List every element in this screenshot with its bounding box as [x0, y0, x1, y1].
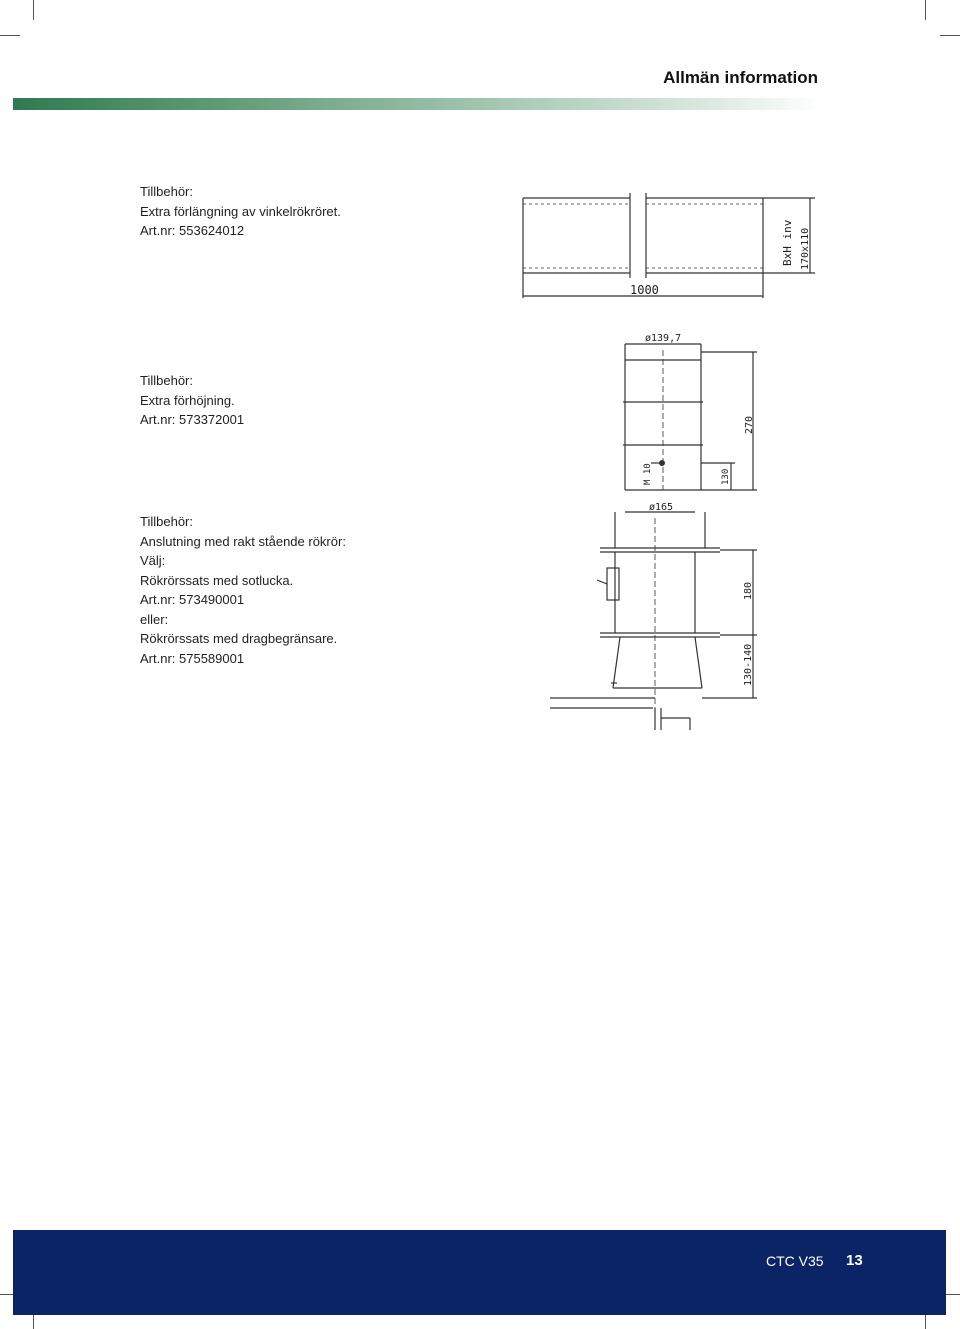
riser-diameter-label: ø139,7 [645, 333, 682, 344]
extension-drawing [515, 188, 825, 303]
length-label: 1000 [630, 283, 659, 297]
stack-diameter-label: ø165 [649, 502, 674, 513]
article-number: Art.nr: 573490001 [140, 592, 245, 607]
size-label: 170x110 [800, 227, 811, 270]
accessory-riser-text [140, 371, 244, 430]
riser-h2-label: 130 [721, 468, 731, 485]
crop-mark [33, 0, 34, 20]
stack-height-label: 180 [743, 581, 754, 600]
riser-m-label: M 10 [643, 463, 653, 485]
accessory-stack-text [140, 512, 346, 668]
crop-mark [0, 35, 20, 36]
option-one: Rökrörssats med sotlucka. [140, 572, 294, 588]
article-number: Art.nr: 573372001 [140, 412, 245, 427]
section-choose: Välj: [140, 553, 166, 568]
riser-height-label: 270 [744, 415, 755, 434]
section-description: Anslutning med rakt stående rökrör: [140, 533, 346, 549]
section-heading: Tillbehör: [140, 184, 193, 199]
accessory-extension-text [140, 182, 341, 241]
stack-range-label: 130-140 [743, 643, 754, 686]
article-number: Art.nr: 553624012 [140, 223, 245, 238]
article-number: Art.nr: 575589001 [140, 650, 245, 666]
stack-drawing [545, 498, 760, 733]
page-title: Allmän information [663, 68, 818, 87]
option-two: Rökrörssats med dragbegränsare. [140, 631, 338, 646]
crop-mark [940, 35, 960, 36]
page-number: 13 [846, 1252, 863, 1269]
section-or: eller: [140, 611, 169, 627]
product-name: CTC V35 [766, 1253, 824, 1269]
riser-drawing [615, 330, 765, 495]
crop-mark [925, 0, 926, 20]
section-description: Extra förhöjning. [140, 392, 235, 408]
section-heading: Tillbehör: [140, 373, 193, 388]
bxh-label: BxH inv [781, 219, 794, 266]
header-rule [13, 98, 823, 110]
section-description: Extra förlängning av vinkelrökröret. [140, 203, 341, 219]
section-heading: Tillbehör: [140, 514, 193, 529]
footer-bar [13, 1230, 946, 1315]
